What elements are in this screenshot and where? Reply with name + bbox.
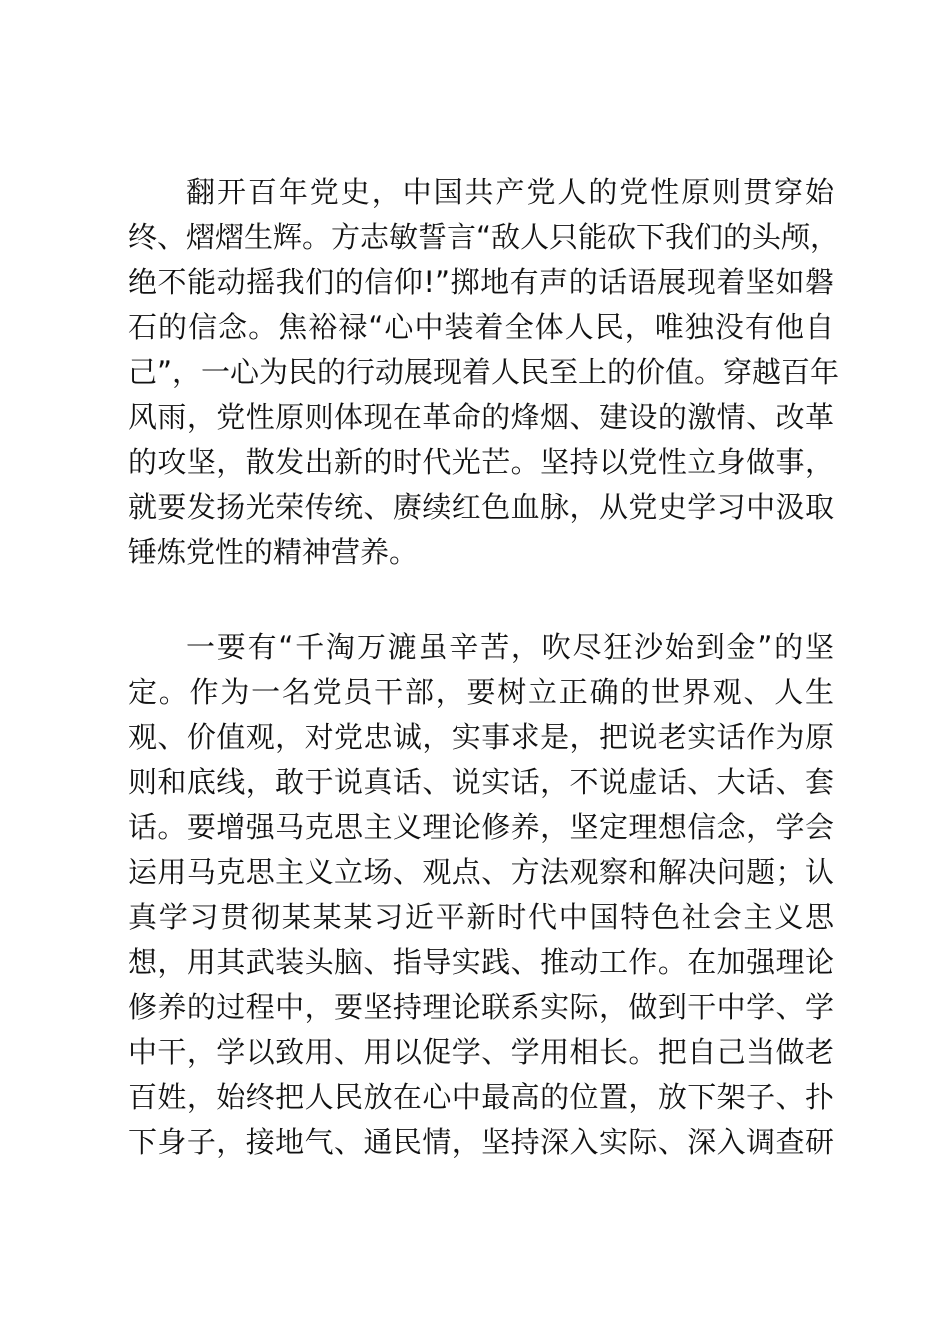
paragraph-2-line-12: 下身子，接地气、通民情，坚持深入实际、深入调查研 [128,1125,834,1159]
paragraph-2-line-2: 定。作为一名党员干部，要树立正确的世界观、人生 [128,675,834,709]
paragraph-2-line-11: 百姓，始终把人民放在心中最高的位置，放下架子、扑 [128,1080,834,1114]
paragraph-1-line-2: 终、熠熠生辉。方志敏誓言“敌人只能砍下我们的头颅， [128,220,840,254]
paragraph-1-line-5: 己”，一心为民的行动展现着人民至上的价值。穿越百年 [128,355,840,389]
paragraph-2 [128,625,834,1165]
paragraph-1-line-1: 翻开百年党史，中国共产党人的党性原则贯穿始 [186,175,834,209]
paragraph-2-line-1: 一要有“千淘万漉虽辛苦，吹尽狂沙始到金”的坚 [186,630,834,664]
paragraph-1-line-3: 绝不能动摇我们的信仰!”掷地有声的话语展现着坚如磐 [128,265,834,299]
paragraph-2-line-10: 中干，学以致用、用以促学、学用相长。把自己当做老 [128,1035,834,1069]
paragraph-2-line-3: 观、价值观，对党忠诚，实事求是，把说老实话作为原 [128,720,834,754]
paragraph-1 [128,170,840,575]
paragraph-2-line-5: 话。要增强马克思主义理论修养，坚定理想信念，学会 [128,810,834,844]
paragraph-1-line-7: 的攻坚，散发出新的时代光芒。坚持以党性立身做事， [128,445,834,479]
paragraph-1-line-4: 石的信念。焦裕禄“心中装着全体人民，唯独没有他自 [128,310,834,344]
paragraph-2-line-6: 运用马克思主义立场、观点、方法观察和解决问题；认 [128,855,834,889]
paragraph-2-line-7: 真学习贯彻某某某习近平新时代中国特色社会主义思 [128,900,834,934]
paragraph-2-line-4: 则和底线，敢于说真话、说实话，不说虚话、大话、套 [128,765,834,799]
paragraph-1-line-8: 就要发扬光荣传统、赓续红色血脉，从党史学习中汲取 [128,490,834,524]
paragraph-1-line-9: 锤炼党性的精神营养。 [128,535,419,569]
paragraph-2-line-8: 想，用其武装头脑、指导实践、推动工作。在加强理论 [128,945,834,979]
paragraph-1-line-6: 风雨，党性原则体现在革命的烽烟、建设的激情、改革 [128,400,834,434]
paragraph-2-line-9: 修养的过程中，要坚持理论联系实际，做到干中学、学 [128,990,834,1024]
